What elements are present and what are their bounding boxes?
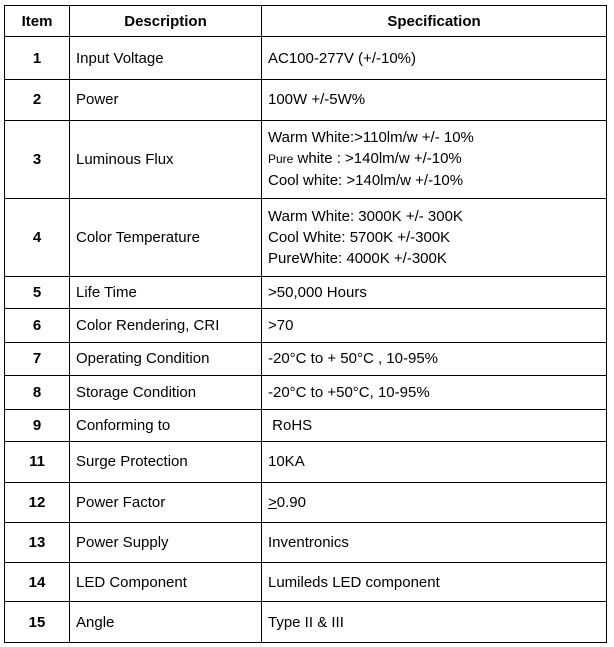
spec-cell: >0.90 <box>262 482 607 523</box>
item-number: 12 <box>5 482 70 523</box>
spec-line: Pure white : >140lm/w +/-10% <box>268 150 462 168</box>
item-number: 6 <box>5 309 70 342</box>
spec-cell: >50,000 Hours <box>262 276 607 308</box>
spec-cell: -20°C to +50°C, 10-95% <box>262 376 607 409</box>
spec-cell: >70 <box>262 309 607 342</box>
spec-cell: RoHS <box>262 409 607 441</box>
description-cell: Luminous Flux <box>70 120 262 198</box>
table-row <box>5 482 607 523</box>
description-cell: Surge Protection <box>70 442 262 483</box>
description-cell: Operating Condition <box>70 342 262 375</box>
item-number: 13 <box>5 523 70 563</box>
description-cell: Color Temperature <box>70 198 262 276</box>
description-cell: Color Rendering, CRI <box>70 309 262 342</box>
table-row <box>5 523 607 563</box>
description-cell: Angle <box>70 602 262 643</box>
item-number: 9 <box>5 409 70 441</box>
spec-line: Warm White:>110lm/w +/- 10% <box>268 129 474 147</box>
item-number: 15 <box>5 602 70 643</box>
table-row <box>5 409 607 441</box>
header-specification: Specification <box>262 6 607 37</box>
spec-line: Warm White: 3000K +/- 300K <box>268 207 463 225</box>
item-number: 14 <box>5 562 70 602</box>
spec-cell: -20°C to + 50°C , 10-95% <box>262 342 607 375</box>
table-row <box>5 562 607 602</box>
table-row <box>5 120 607 198</box>
spec-cell <box>262 198 607 276</box>
spec-line: Cool White: 5700K +/-300K <box>268 228 451 246</box>
item-number: 4 <box>5 198 70 276</box>
spec-line-prefix: Pure <box>268 152 294 167</box>
table-row <box>5 442 607 483</box>
description-cell: Conforming to <box>70 409 262 441</box>
header-item: Item <box>5 6 70 37</box>
table-row <box>5 376 607 409</box>
item-number: 8 <box>5 376 70 409</box>
table-row <box>5 276 607 308</box>
description-cell: Power Factor <box>70 482 262 523</box>
table-row <box>5 309 607 342</box>
spec-cell: 100W +/-5W% <box>262 80 607 121</box>
table-row <box>5 198 607 276</box>
spec-cell: Inventronics <box>262 523 607 563</box>
description-cell: Life Time <box>70 276 262 308</box>
spec-cell <box>262 120 607 198</box>
item-number: 3 <box>5 120 70 198</box>
description-cell: Storage Condition <box>70 376 262 409</box>
spec-cell: AC100-277V (+/-10%) <box>262 37 607 80</box>
greater-or-equal-sign: > <box>268 493 277 511</box>
table-row <box>5 37 607 80</box>
item-number: 1 <box>5 37 70 80</box>
spec-line: Cool white: >140lm/w +/-10% <box>268 172 464 190</box>
spec-table <box>4 5 607 643</box>
spec-cell: 10KA <box>262 442 607 483</box>
table-row <box>5 80 607 121</box>
item-number: 5 <box>5 276 70 308</box>
header-description: Description <box>70 6 262 37</box>
table-row <box>5 342 607 375</box>
spec-line: PureWhite: 4000K +/-300K <box>268 249 447 267</box>
description-cell: Input Voltage <box>70 37 262 80</box>
description-cell: Power Supply <box>70 523 262 563</box>
spec-cell: Lumileds LED component <box>262 562 607 602</box>
item-number: 11 <box>5 442 70 483</box>
header-row <box>5 6 607 37</box>
description-cell: Power <box>70 80 262 121</box>
spec-cell: Type II & III <box>262 602 607 643</box>
item-number: 2 <box>5 80 70 121</box>
table-row <box>5 602 607 643</box>
item-number: 7 <box>5 342 70 375</box>
description-cell: LED Component <box>70 562 262 602</box>
